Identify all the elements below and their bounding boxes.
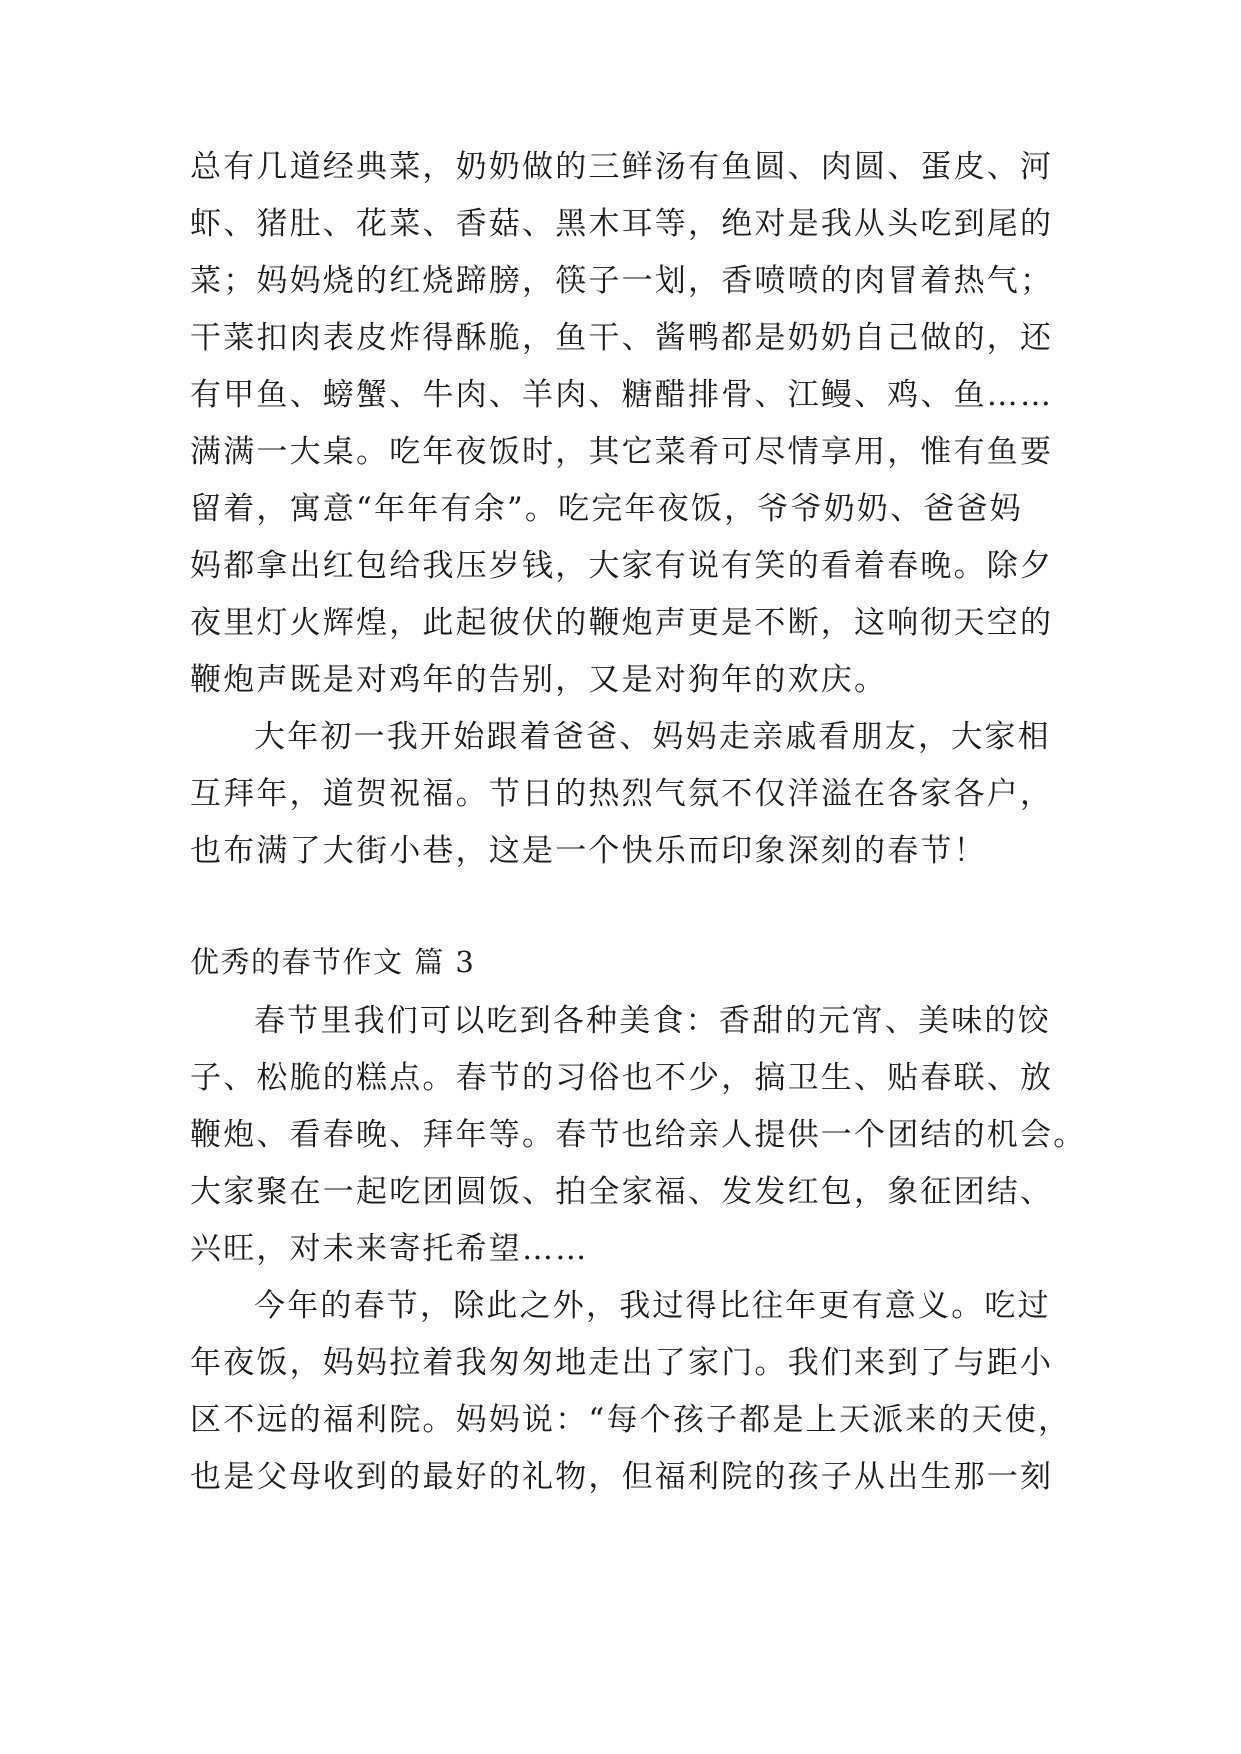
text-line: 夜里灯火辉煌，此起彼伏的鞭炮声更是不断，这响彻天空的 — [190, 605, 1054, 641]
text-line: 有甲鱼、螃蟹、牛肉、羊肉、糖醋排骨、江鳗、鸡、鱼…… — [190, 377, 1054, 413]
paragraph-first-line: 春节里我们可以吃到各种美食：香甜的元宵、美味的饺 — [254, 1003, 1051, 1039]
text-line: 鞭炮、看春晚、拜年等。春节也给亲人提供一个团结的机会。 — [190, 1117, 1087, 1153]
text-line: 大家聚在一起吃团圆饭、拍全家福、发发红包，象征团结、 — [190, 1174, 1054, 1210]
text-line: 菜；妈妈烧的红烧蹄膀，筷子一划，香喷喷的肉冒着热气； — [190, 263, 1054, 299]
text-line: 留着，寓意“年年有余”。吃完年夜饭，爷爷奶奶、爸爸妈 — [190, 491, 1023, 527]
text-line: 干菜扣肉表皮炸得酥脆，鱼干、酱鸭都是奶奶自己做的，还 — [190, 320, 1054, 356]
text-line: 子、松脆的糕点。春节的习俗也不少，搞卫生、贴春联、放 — [190, 1060, 1054, 1096]
text-line: 虾、猪肚、花菜、香菇、黑木耳等，绝对是我从头吃到尾的 — [190, 206, 1054, 242]
text-line: 互拜年，道贺祝福。节日的热烈气氛不仅洋溢在各家各户， — [190, 776, 1054, 812]
text-line: 也布满了大街小巷，这是一个快乐而印象深刻的春节！ — [190, 833, 987, 869]
text-line: 年夜饭，妈妈拉着我匆匆地走出了家门。我们来到了与距小 — [190, 1345, 1054, 1381]
text-line: 总有几道经典菜，奶奶做的三鲜汤有鱼圆、肉圆、蛋皮、河 — [190, 149, 1054, 185]
paragraph-first-line: 今年的春节，除此之外，我过得比往年更有意义。吃过 — [254, 1288, 1051, 1324]
text-line: 妈都拿出红包给我压岁钱，大家有说有笑的看着春晚。除夕 — [190, 548, 1054, 584]
section-heading: 优秀的春节作文 篇 3 — [190, 945, 476, 979]
text-line: 满满一大桌。吃年夜饭时，其它菜肴可尽情享用，惟有鱼要 — [190, 434, 1054, 470]
paragraph-first-line: 大年初一我开始跟着爸爸、妈妈走亲戚看朋友，大家相 — [254, 719, 1051, 755]
text-line: 区不远的福利院。妈妈说：“每个孩子都是上天派来的天使， — [190, 1402, 1072, 1438]
text-line: 兴旺，对未来寄托希望…… — [190, 1231, 589, 1267]
text-line: 也是父母收到的最好的礼物，但福利院的孩子从出生那一刻 — [190, 1459, 1054, 1495]
text-line: 鞭炮声既是对鸡年的告别，又是对狗年的欢庆。 — [190, 662, 888, 698]
